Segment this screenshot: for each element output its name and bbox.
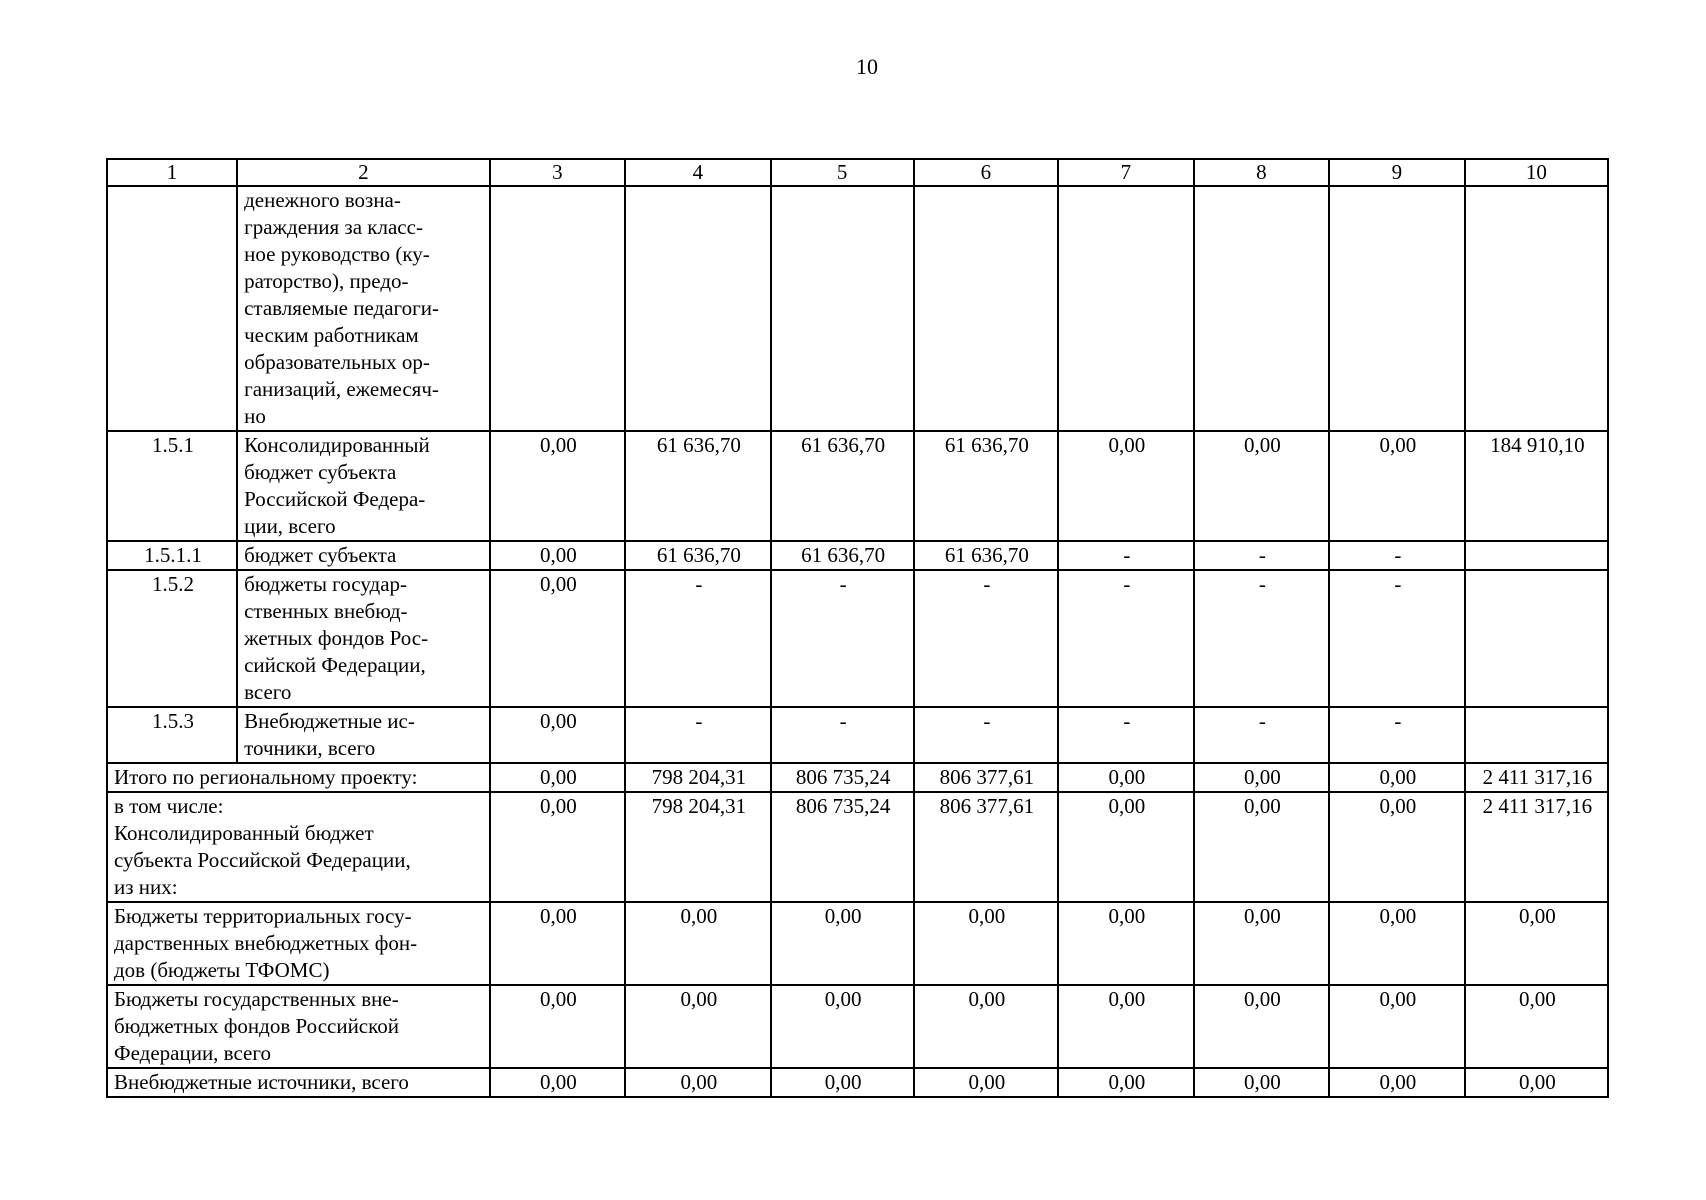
row-value: 61 636,70	[771, 431, 914, 541]
row-value	[1329, 186, 1465, 431]
summary-name: в том числе: Консолидированный бюджет субъекта Российской Федерации, из них:	[107, 792, 490, 902]
row-value	[490, 186, 626, 431]
table-row	[107, 541, 1608, 570]
column-number: 6	[914, 159, 1058, 186]
row-value: -	[1058, 541, 1194, 570]
summary-row	[107, 792, 1608, 902]
summary-value: 0,00	[1465, 1068, 1608, 1097]
summary-value: 0,00	[490, 902, 626, 985]
row-code: 1.5.2	[107, 570, 237, 707]
row-code: 1.5.3	[107, 707, 237, 763]
summary-value: 806 377,61	[914, 792, 1058, 902]
summary-value: 0,00	[1194, 792, 1330, 902]
row-value: 0,00	[490, 541, 626, 570]
summary-value: 0,00	[1329, 792, 1465, 902]
row-value: -	[1329, 541, 1465, 570]
summary-value: 0,00	[1465, 985, 1608, 1068]
table-row	[107, 431, 1608, 541]
column-number: 10	[1465, 159, 1608, 186]
row-value	[771, 186, 914, 431]
summary-value: 0,00	[1329, 1068, 1465, 1097]
row-value: -	[914, 707, 1058, 763]
row-code: 1.5.1	[107, 431, 237, 541]
row-value	[625, 186, 770, 431]
column-number-row	[107, 159, 1608, 186]
row-value	[1194, 186, 1330, 431]
summary-value: 0,00	[1465, 902, 1608, 985]
row-value	[1465, 186, 1608, 431]
summary-value: 0,00	[1329, 902, 1465, 985]
row-value: 61 636,70	[914, 541, 1058, 570]
summary-value: 0,00	[914, 902, 1058, 985]
column-number: 8	[1194, 159, 1330, 186]
row-value: -	[914, 570, 1058, 707]
column-number: 4	[625, 159, 770, 186]
summary-value: 0,00	[490, 763, 626, 792]
row-value: 0,00	[490, 431, 626, 541]
row-name: Консолидированный бюджет субъекта Российской Федера- ции, всего	[237, 431, 490, 541]
summary-value: 806 735,24	[771, 792, 914, 902]
summary-value: 0,00	[1194, 902, 1330, 985]
column-number: 1	[107, 159, 237, 186]
summary-value: 806 377,61	[914, 763, 1058, 792]
row-name: бюджеты государ- ственных внебюд- жетных фондов Рос- сийской Федерации, всего	[237, 570, 490, 707]
summary-row	[107, 985, 1608, 1068]
summary-value: 798 204,31	[625, 792, 770, 902]
row-value	[914, 186, 1058, 431]
row-value: -	[1058, 570, 1194, 707]
summary-value: 0,00	[625, 1068, 770, 1097]
summary-value: 2 411 317,16	[1465, 763, 1608, 792]
summary-value: 0,00	[490, 792, 626, 902]
row-value: 61 636,70	[771, 541, 914, 570]
column-number: 2	[237, 159, 490, 186]
summary-value: 0,00	[1329, 763, 1465, 792]
row-value: 0,00	[490, 570, 626, 707]
summary-value: 0,00	[1194, 985, 1330, 1068]
row-value: -	[1329, 570, 1465, 707]
summary-value: 0,00	[1058, 902, 1194, 985]
row-value: -	[771, 707, 914, 763]
row-value	[1465, 707, 1608, 763]
summary-value: 0,00	[914, 1068, 1058, 1097]
row-value: 0,00	[1329, 431, 1465, 541]
summary-value: 0,00	[1058, 985, 1194, 1068]
summary-name: Внебюджетные источники, всего	[107, 1068, 490, 1097]
row-name: денежного возна- граждения за класс- ное руководство (ку- раторство), предо- ставляемые педагоги- ческим работникам образовательных ор- ганизаций, ежемесяч- но	[237, 186, 490, 431]
summary-row	[107, 902, 1608, 985]
column-number: 3	[490, 159, 626, 186]
row-value	[1465, 541, 1608, 570]
summary-value: 0,00	[1058, 792, 1194, 902]
row-value: 0,00	[1194, 431, 1330, 541]
table-row	[107, 707, 1608, 763]
summary-value: 0,00	[1194, 763, 1330, 792]
summary-value: 0,00	[1194, 1068, 1330, 1097]
summary-row	[107, 1068, 1608, 1097]
row-value: 61 636,70	[625, 431, 770, 541]
row-value: 0,00	[1058, 431, 1194, 541]
page-number: 10	[856, 54, 878, 79]
row-value	[1465, 570, 1608, 707]
budget-table	[106, 158, 1609, 1098]
row-value: -	[625, 707, 770, 763]
row-value: 0,00	[490, 707, 626, 763]
row-value: -	[625, 570, 770, 707]
row-value: -	[771, 570, 914, 707]
summary-value: 0,00	[1058, 763, 1194, 792]
row-value: -	[1194, 707, 1330, 763]
column-number: 9	[1329, 159, 1465, 186]
row-code	[107, 186, 237, 431]
column-number: 7	[1058, 159, 1194, 186]
summary-value: 0,00	[490, 985, 626, 1068]
table-row	[107, 186, 1608, 431]
summary-value: 0,00	[625, 902, 770, 985]
summary-value: 0,00	[771, 985, 914, 1068]
summary-value: 0,00	[490, 1068, 626, 1097]
summary-value: 0,00	[771, 1068, 914, 1097]
row-name: Внебюджетные ис- точники, всего	[237, 707, 490, 763]
summary-value: 0,00	[1058, 1068, 1194, 1097]
summary-value: 0,00	[771, 902, 914, 985]
row-value: 61 636,70	[625, 541, 770, 570]
summary-value: 0,00	[1329, 985, 1465, 1068]
column-number: 5	[771, 159, 914, 186]
row-value: 61 636,70	[914, 431, 1058, 541]
row-value: -	[1058, 707, 1194, 763]
summary-name: Итого по региональному проекту:	[107, 763, 490, 792]
summary-value: 798 204,31	[625, 763, 770, 792]
row-code: 1.5.1.1	[107, 541, 237, 570]
summary-value: 0,00	[914, 985, 1058, 1068]
row-value: -	[1329, 707, 1465, 763]
summary-value: 2 411 317,16	[1465, 792, 1608, 902]
row-value: -	[1194, 541, 1330, 570]
summary-value: 0,00	[625, 985, 770, 1068]
row-name: бюджет субъекта	[237, 541, 490, 570]
table-row	[107, 570, 1608, 707]
summary-row	[107, 763, 1608, 792]
row-value: 184 910,10	[1465, 431, 1608, 541]
summary-name: Бюджеты территориальных госу- дарственных внебюджетных фон- дов (бюджеты ТФОМС)	[107, 902, 490, 985]
row-value: -	[1194, 570, 1330, 707]
summary-value: 806 735,24	[771, 763, 914, 792]
summary-name: Бюджеты государственных вне- бюджетных фондов Российской Федерации, всего	[107, 985, 490, 1068]
row-value	[1058, 186, 1194, 431]
